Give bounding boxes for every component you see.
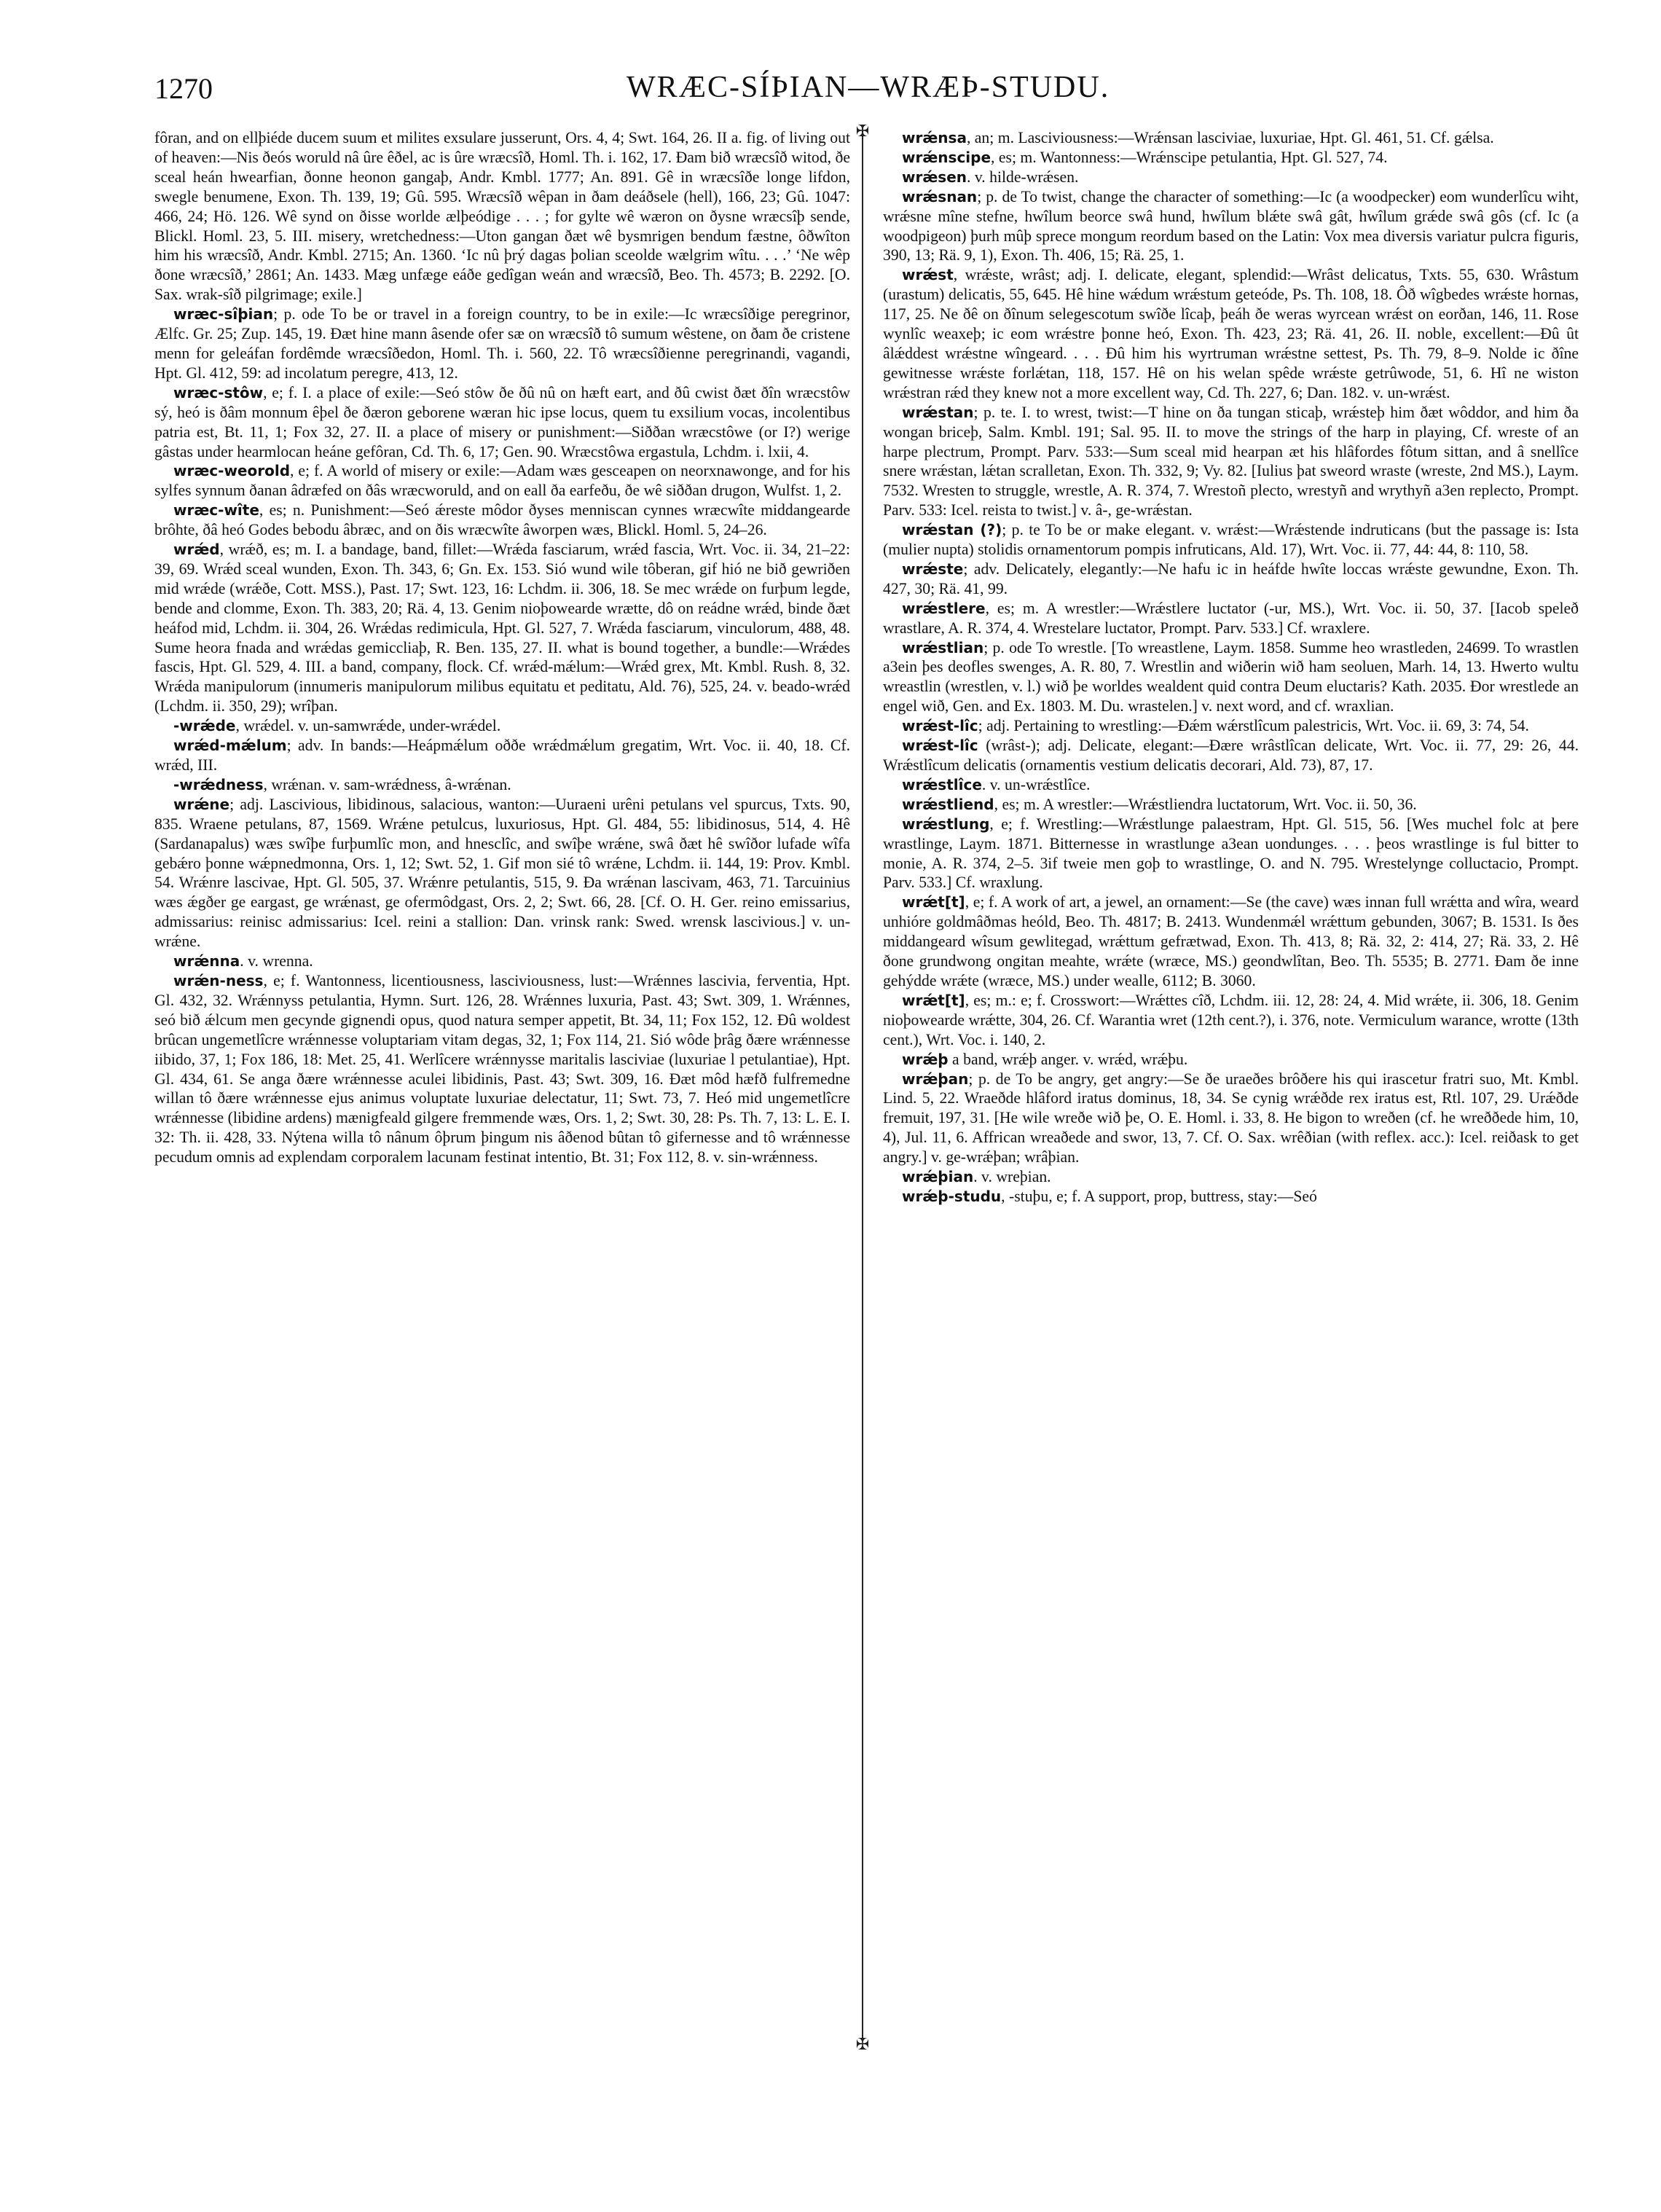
entry-text: fôran, and on ellþiéde ducem suum et milites exsulare jusserunt, Ors. 4, 4; Swt. 164, 26. II a. fig. of living out of heaven:—Nis ðeós woruld nâ ûre êðel, ac is ûre wræcsîð, Homl. Th. i. 162, 17. Ðam bið wræcsîð witod, ðe sceal heán hwearfian, ðonne heonon gangaþ, Andr. Kmbl. 1777; An. 891. Gê in wræcsîðe longe lifdon, swegle benumene, Exon. Th. 139, 19; Gû. 595. Wræcsîð wêpan in ðam deáðsele (hell), 166, 23; Gû. 1047: 466, 24; Hö. 126. Wê synd on ðisse worlde ælþeódige . . . ; for gylte wê wæron on ðysne wræcsîþ sende, Blickl. Homl. 23, 5. III. misery, wretchedness:—Uton gangan ðæt wê bysmrigen bendum fæstne, ôðwîton him his wræcsîð, Andr. Kmbl. 2715; An. 1360. ‘Ic nû þrý dagas þolian sceolde wælgrim wîtu. . . .’ ‘Ne wêp ðone wræcsîð,’ 2861; An. 1433. Mæg unfæge eáðe gedîgan weán and wræcsîð, Beo. Th. 4573; B. 2292. [O. Sax. wrak-sîð pilgrimage; exile.] [154,129,850,304]
dictionary-entry [883,893,1579,991]
left-column [154,128,850,2037]
dictionary-entry [883,991,1579,1050]
entry-headword: -wrǽdness [173,775,264,793]
entry-text: . v. hilde-wrǽsen. [967,168,1079,186]
entry-text: , an; m. Lasciviousness:—Wrǽnsan lasciviae, luxuriae, Hpt. Gl. 461, 51. Cf. gǽlsa. [966,129,1494,146]
entry-headword: wrǽne [173,795,230,813]
right-column [883,128,1579,2037]
entry-headword: wrǽstlian [902,638,984,656]
dictionary-entry [154,128,850,305]
entry-text: , e; f. A work of art, a jewel, an ornament:—Se (the cave) wæs innan full wrǽtta and wîra, weard unhióre goldmâðmas heóld, Beo. Th. 4817; B. 2413. Wundenmǽl wrǽttum gebunden, 3067; B. 1531. Is ðes middangeard wîsum gewlitegad, wrǽttum gefrætwad, Exon. Th. 413, 8; Rä. 32, 2: 414, 27; Rä. 33, 2. Hê ðone grundwong ongitan meahte, wrǽte (wræce, MS.) geondwlîtan, Beo. Th. 5535; B. 2771. Ðam ðe inne gehýdde wrǽte (wræce, MS.) under wealle, 6112; B. 3060. [883,893,1579,989]
entry-headword: wrǽstlere [902,599,986,617]
entry-headword: wrǽt[t] [902,991,965,1009]
entry-headword: wræc-sîþian [173,305,274,323]
entry-text: ; p. te To be or make elegant. v. wrǽst:—Wrǽstende indruticans (but the passage is: Ista (mulier nupta) stolidis ornamentorum pompis infruticans, Ald. 17), Wrt. Voc. ii. 77, 44: 44, 8: 110, 58. [883,521,1579,559]
dictionary-entry [154,971,850,1167]
dictionary-entry [154,501,850,540]
entry-headword: wrǽþan [902,1070,969,1088]
entry-text: . v. wreþian. [973,1168,1051,1186]
entry-headword: wræc-weorold [173,462,291,480]
page-number: 1270 [154,72,213,105]
entry-headword: wrǽstlîce [902,775,982,793]
entry-text: (wrâst-); adj. Delicate, elegant:—Ðære wrâstlîcan delicate, Wrt. Voc. ii. 77, 29: 26, 44. Wrǽstlîcum delicatis (ornamentis vestium delicatis decorari, Ald. 73), 87, 17. [883,737,1579,774]
dictionary-entry [883,599,1579,638]
dictionary-entry [154,795,850,952]
dictionary-entry [883,265,1579,402]
dictionary-entry [883,403,1579,520]
dictionary-entry [883,736,1579,775]
entry-headword: wrǽþian [902,1168,974,1186]
dictionary-entry [883,638,1579,717]
entry-headword: -wrǽde [173,717,236,735]
entry-headword: wrǽstan (?) [902,521,1002,539]
entry-headword: wrǽn-ness [173,971,264,989]
dictionary-entry [154,305,850,383]
entry-headword: wrǽþ [902,1050,949,1068]
entry-headword: wrǽstlung [902,815,990,833]
entry-headword: wrǽt[t] [902,893,965,911]
entry-headword: wrǽd-mǽlum [173,737,287,755]
entry-text: , e; f. A world of misery or exile:—Adam wæs gesceapen on neorxnawonge, and for his sylfes synnum ðanan âdræfed on ðâs wræcworuld, and on eall ða earfeðu, ðe wê siððan drugon, Wulfst. 1, 2. [154,462,850,500]
entry-headword: wrǽþ-studu [902,1187,1002,1205]
entry-headword: wræc-stôw [173,383,264,401]
entry-text: ; p. te. I. to wrest, twist:—T hine on ða tungan sticaþ, wrǽsteþ him ðæt wôddor, and him ða wongan briceþ, Salm. Kmbl. 191; Sal. 95. II. to move the strings of the harp in playing, Cf. wreste of an harpe plectrum, Prompt. Parv. 533:—Sum sceal mid hearpan æt his hlâfordes fôtum sittan, and â snellîce snere wrǽstan, lǽtan scralletan, Exon. Th. 332, 9; Vy. 82. [Iulius þat sweord wraste (wreste, 2nd MS.), Laym. 7532. Wresten to struggle, wrestle, A. R. 374, 7. Wrestoñ plecto, wrestyñ and wrythyñ a3en replecto, Prompt. Parv. 533: Icel. reista to twist.] v. â-, ge-wrǽstan. [883,403,1579,519]
entry-headword: wrǽste [902,560,964,578]
entry-text: ; adj. Pertaining to wrestling:—Ðǽm wǽrstlîcum palestricis, Wrt. Voc. ii. 69, 3: 74, 54. [978,717,1529,735]
entry-text: , e; f. I. a place of exile:—Seó stôw ðe ðû nû on hæft eart, and ðû cwist ðæt ðîn wræcstôw sý, heó is ðâm monnum êþel ðe ðæron geborene wæran hic ipse locus, quem tu exsilium vocas, incolentibus patria est, Bt. 11, 1; Fox 32, 27. II. a place of misery or punishment:—Siððan wræcstôwe (or I?) werige gâstas under hearmlocan heáne gefôran, Cd. Th. 6, 17; Gen. 90. Wræcstôwa ergastula, Lchdm. i. lxii, 4. [154,383,850,460]
entry-text: , wrǽð, es; m. I. a bandage, band, fillet:—Wrǽda fasciarum, wrǽd fascia, Wrt. Voc. ii. 34, 21–22: 39, 69. Wrǽd sceal wunden, Exon. Th. 343, 6; Gn. Ex. 153. Sió wund wile tôberan, gif hió ne bið gewriðen mid wrǽde (wrǽðe, Cott. MSS.), Past. 17; Swt. 123, 16: Lchdm. ii. 306, 18. Se mec wrǽde on furþum legde, bende and clomme, Exon. Th. 383, 20; Rä. 4, 13. Genim nioþowearde wrætte, dô on reádne wrǽd, binde ðæt heáfod mid, Lchdm. ii. 304, 26. Wrǽdas redimicula, Hpt. Gl. 527, 7. Wrǽda fasciarum, vinculorum, 488, 48. Sume heora fnada and wrǽdas gemiccliaþ, R. Ben. 135, 27. II. what is bound together, a bundle:—Wrǽdes fascis, Hpt. Gl. 529, 4. III. a band, company, flock. Cf. wrǽd-mǽlum:—Wrǽd grex, Mt. Kmbl. Rush. 8, 32. Wrǽda manipulorum (innumeris manipulorum milibus equitatu et peditatu, Ald. 76), 525, 24. v. beado-wrǽd (Lchdm. ii. 350, 29); wrîþan. [154,541,850,715]
entry-text: ; adv. In bands:—Heápmǽlum oððe wrǽdmǽlum gregatim, Wrt. Voc. ii. 40, 18. Cf. wrǽd, III. [154,737,850,774]
dictionary-entry [154,540,850,716]
entry-headword: wrǽnna [173,952,240,970]
entry-text: , es; m. A wrestler:—Wrǽstlere luctator (-ur, MS.), Wrt. Voc. ii. 50, 37. [Iacob speleð wrastlare, A. R. 374, 4. Wrestelare luctator, Prompt. Parv. 533.] Cf. wraxlere. [883,599,1579,637]
entry-headword: wrǽst-lîc [902,737,978,755]
entry-text: ; p. ode To wrestle. [To wreastlene, Laym. 1858. Summe heo wrastleden, 24699. To wrastlen a3ein þes deofles swenges, A. R. 80, 7. Wrestlin and wiðerin wið ham seoluen, Marh. 14, 13. Hwerto wultu wreastlin (wrestlen, v. l.) wið þe worldes wealdent quid contra Deum eluctaris? Kath. 2035. Ðor wrestlede an engel wið, Gen. and Ex. 1803. M. Du. wrastelen.] v. next word, and cf. wraxlian. [883,638,1579,715]
dictionary-entry [883,775,1579,795]
entry-text: a band, wrǽþ anger. v. wrǽd, wrǽþu. [948,1050,1188,1068]
column-divider [862,128,863,2041]
dictionary-entry [154,952,850,971]
entry-text: , e; f. Wrestling:—Wrǽstlunge palaestram, Hpt. Gl. 515, 56. [Wes muchel folc at þere wrastlinge, Laym. 1871. Bitternesse in wrastlunge a3ean uondunges. . . . þeos wrastlinge is ful bitter to monie, A. R. 374, 2–5. 3if tweie men goþ to wrastlinge, O. and N. 795. Wrestelynge colluctacio, Prompt. Parv. 533.] Cf. wraxlung. [883,815,1579,892]
entry-headword: wræc-wîte [173,501,259,519]
dictionary-entry [154,775,850,795]
entry-headword: wrǽst-lîc [902,717,978,735]
running-title: WRÆC-SÍÞIAN—WRÆÞ-STUDU. [627,71,1110,104]
dictionary-entry [883,1187,1579,1207]
entry-text: ; p. de To be angry, get angry:—Se ðe uraeðes brôðere his qui irascetur fratri suo, Mt. Kmbl. Lind. 5, 22. Wraeðde hlâford iratus dominus, 18, 34. Se cynig wrǽðde rex iratus est, Rtl. 107, 29. Urǽðde fremuit, 197, 31. [He wile wreðe wið þe, O. E. Homl. i. 33, 8. He bigon to wreðen (cf. he wreððede him, 10, 4), Jul. 11, 6. Affrican wreaðede and swor, 13, 7. Cf. O. Sax. wrêðian (with reflex. acc.): Icel. reiðask to get angry.] v. ge-wrǽþan; wrâþian. [883,1070,1579,1166]
dictionary-entry [154,716,850,736]
divider-ornament-top: ✠ [855,122,870,140]
dictionary-entry [883,187,1579,266]
dictionary-entry [883,716,1579,736]
entry-headword: wrǽst [902,266,954,284]
entry-text: ; adj. Lascivious, libidinous, salacious, wanton:—Uuraeni urêni petulans vel spurcus, Txts. 90, 835. Wraene petulans, 87, 1569. Wrǽne petulcus, luxuriosus, Hpt. Gl. 484, 55: libidinosus, 514, 4. Hê (Sardanapalus) wæs swîþe furþumlîc mon, and hnesclîc, and swîþe wrǽne, swâ ðæt hê swîðor lufade wîfa gebǽro þonne wǽpnedmonna, Ors. 1, 12; Swt. 52, 1. Gif mon sié tô wrǽne, Lchdm. ii. 144, 19: Prov. Kmbl. 54. Wrǽnre lascivae, Hpt. Gl. 505, 37. Wrǽnre petulantis, 515, 9. Ða wrǽnan lascivam, 463, 71. Tarcuinius wæs ǽgðer ge eargast, ge wrǽnast, ge ofermôdgast, Ors. 2, 2; Swt. 66, 28. [Cf. O. H. Ger. reino emissarius, admissarius: reinisc admissarius: Icel. reini a stallion: Dan. vrinsk rank: Swed. wrensk lascivious.] v. un-wrǽne. [154,795,850,951]
entry-text: ; p. de To twist, change the character of something:—Ic (a woodpecker) eom wunderlîcu wiht, wrǽsne mîne stefne, hwîlum beorce swâ hund, hwîlum blǽte swâ gât, hwîlum grǽde swâ gôs (cf. Ic (a woodpigeon) þurh mûþ sprece mongum reordum based on the Latin: Vox mea diversis variatur pulcra figuris, 390, 13; Rä. 9, 1), Exon. Th. 406, 15; Rä. 25, 1. [883,187,1579,264]
entry-text: , es; m.: e; f. Crosswort:—Wrǽttes cîð, Lchdm. iii. 12, 28: 24, 4. Mid wrǽte, ii. 306, 18. Genim nioþowearde wrǽtte, 304, 26. Cf. Warantia wret (12th cent.?), i. 376, note. Vermiculum warance, wrotte (13th cent.), Wrt. Voc. i. 140, 2. [883,991,1579,1048]
entry-text: , wrǽste, wrâst; adj. I. delicate, elegant, splendid:—Wrâst delicatus, Txts. 55, 630. Wrâstum (urastum) delicatis, 55, 645. Hê hine wǽdum wrǽstum geteóde, Ps. Th. 108, 18. Ôð wîgbedes wrǽste hornas, 117, 25. Ne ðê on ðînum selegescotum swîðe lîcaþ, þeáh ðe weras wyrcean wrǽst on eorðan, 146, 11. Rose wynlîc weaxeþ; ic eom wrǽstre þonne heó, Exon. Th. 423, 23; Rä. 41, 26. II. noble, excellent:—Ðû ût âlǽddest wrǽstne wîngeard. . . . Ðû him his wyrtruman wrǽstne settest, Ps. Th. 79, 8–9. Nolde ic ðîne gewitnesse wrǽste forlǽtan, 118, 157. Hê on his welan spêde wrǽste getrûwode, 51, 6. Hî ne wiston wrǽstran rǽd they knew not a more excellent way, Cd. Th. 227, 6; Dan. 182. v. un-wrǽst. [883,266,1579,401]
entry-text: , wrǽnan. v. sam-wrǽdness, â-wrǽnan. [263,775,511,793]
dictionary-entry [883,1167,1579,1187]
entry-text: ; p. ode To be or travel in a foreign country, to be in exile:—Ic wræcsîðige peregrinor, Ælfc. Gr. 25; Zup. 145, 19. Ðæt hine mann âsende ofer sæ on wræcsîð tô sumum wêstene, on ðam ðe cristene menn for geleáfan fordêmde wræcsîðedon, Homl. Th. i. 560, 22. Tô wræcsîðienne peregrinandi, vagandi, Hpt. Gl. 412, 59: ad incolatum peregre, 413, 12. [154,305,850,382]
entry-text: . v. wrenna. [240,952,313,970]
dictionary-entry [883,168,1579,187]
dictionary-entry [883,815,1579,893]
dictionary-entry [154,383,850,462]
dictionary-entry [883,148,1579,168]
entry-text: , e; f. Wantonness, licentiousness, lasciviousness, lust:—Wrǽnnes lascivia, ferventia, Hpt. Gl. 432, 32. Wrǽnnyss petulantia, Hymn. Surt. 126, 28. Wrǽnnes luxuria, Past. 43; Swt. 309, 1. Wrǽnnes, seó bið ǽlcum men gecynde gignendi opus, quod natura semper appetit, Bt. 34, 11; Fox 152, 12. Ðû woldest brûcan ungemetlîcre wrǽnnesse voluptariam vitam degas, 32, 1; Fox 114, 21. Sió wôde þrâg ðære wrǽnnesse iibido, 37, 1; Fox 186, 18: Met. 25, 41. Werlîcere wrǽnnysse maritalis lasciviae (luxuriae l petulantiae), Hpt. Gl. 434, 61. Se anga ðære wrǽnnesse aculei libidinis, Past. 43; Swt. 309, 16. Ðæt môd hæfð fulfremedne willan tô ðære wrǽnnesse ejus animus voluptate luxuriae delectatur, 11; Swt. 73, 7. Heó mid ungemetlîcre wrǽnnesse (libidine ardens) mænigfeald gilgere fremmende wæs, Ors. 1, 2; Swt. 30, 28: Ps. Th. 7, 13: L. E. I. 32: Th. ii. 428, 33. Nýtena willa tô nânum ôþrum þingum nis âðenod bûtan tô gifernesse and tô wrǽnnesse pecudum omnis ad explendam corporalem lacunam festinat intentio, Bt. 31; Fox 112, 8. v. sin-wrǽnness. [154,971,850,1166]
dictionary-entry [883,520,1579,560]
entry-headword: wrǽsen [902,168,967,186]
entry-text: , es; m. A wrestler:—Wrǽstliendra luctatorum, Wrt. Voc. ii. 50, 36. [994,795,1417,813]
entry-text: ; adv. Delicately, elegantly:—Ne hafu ic in heáfde hwîte loccas wrǽste gewundne, Exon. Th. 427, 30; Rä. 41, 99. [883,560,1579,597]
dictionary-entry [154,736,850,775]
dictionary-entry [154,461,850,501]
dictionary-entry [883,560,1579,599]
dictionary-entry [883,1070,1579,1168]
entry-headword: wrǽnscipe [902,148,992,166]
entry-headword: wrǽsnan [902,187,978,205]
entry-text: , es; n. Punishment:—Seó ǽreste môdor ðyses menniscan cynnes wræcwîte middangearde brôhte, ðâ heó Godes bebodu âbræc, and on ðis wræcwîte âworpen wæs, Blickl. Homl. 5, 24–26. [154,501,850,539]
dictionary-entry [883,1050,1579,1070]
entry-text: , es; m. Wantonness:—Wrǽnscipe petulantia, Hpt. Gl. 527, 74. [991,148,1388,166]
entry-text: . v. un-wrǽstlîce. [981,775,1091,793]
dictionary-entry [883,795,1579,815]
dictionary-entry [883,128,1579,148]
entry-text: , wrǽdel. v. un-samwrǽde, under-wrǽdel. [235,717,501,735]
entry-headword: wrǽstan [902,403,974,421]
divider-ornament-bottom: ✠ [855,2035,870,2053]
entry-headword: wrǽnsa [902,129,967,146]
entry-headword: wrǽd [173,541,220,559]
entry-headword: wrǽstliend [902,795,994,813]
entry-text: , -stuþu, e; f. A support, prop, buttress, stay:—Seó [1001,1187,1317,1205]
